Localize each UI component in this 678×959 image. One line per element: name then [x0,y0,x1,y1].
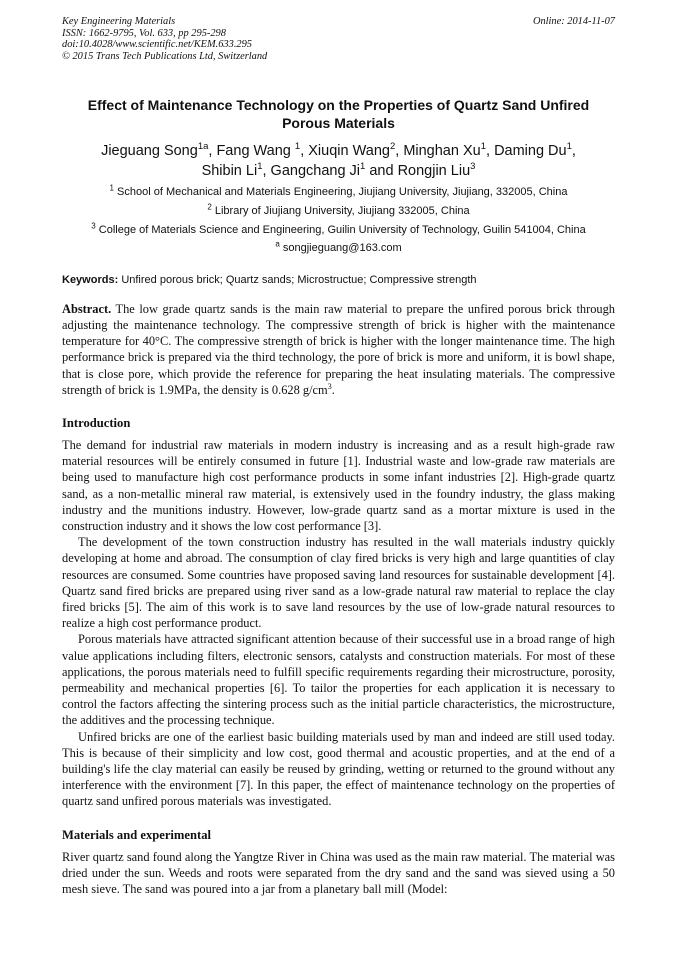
paragraph: River quartz sand found along the Yangtze River in China was used as the main raw material. The material was dried under the sun. Weeds and roots were separated from the dry sand and the sand was sieved using a 50 mesh sieve. The sand was poured into a jar from a planetary ball mill (Model: [62,849,615,897]
doi-line: doi:10.4028/www.scientific.net/KEM.633.295 [62,39,252,51]
affiliation-2: $^2$ Library of Jiujiang University, Jiujiang 332005, China [207,202,470,217]
author-separator: and [365,162,398,179]
paragraph: The development of the town construction industry has resulted in the wall materials industry quickly developing at home and abroad. The consumption of clay fired bricks is very high and large quantities of clay resources are consumed. Some countries have proposed saving land resources for sustainable development [4]. Quartz sand fired bricks are prepared using river sand as a low-grade natural raw material to replace the clay fired bricks [5]. The aim of this work is to save land resources by the use of low-grade natural resources to realize a high cost performance product. [62,535,615,631]
author-affiliation-sup: 2 [389,141,396,153]
affiliation-3: $^3$ College of Materials Science and Engineering, Guilin University of Technology, Guilin 541004, China [91,220,586,236]
author-list [62,142,615,181]
issn-line: ISSN: 1662-9795, Vol. 633, pp 295-298 [62,27,226,39]
author-name: Rongjin Liu [397,162,471,179]
author-name: Fang Wang [216,143,295,160]
author-separator: , [486,143,495,160]
author-separator: , [300,143,309,160]
abstract: Abstract. The low grade quartz sands is the main raw material to prepare the unfired porous brick through adjusting the maintenance technology. The compressive strength of brick is higher with the maintenance temperature for 40°C. The compressive strength of brick is higher with the longer maintenance time. The high performance brick is prepared via the third technology, the pore of brick is more and uniform, it is bowl shape, that is close pore, which provide the reference for preparing the heat insulating materials. The compressive strength of brick is 1.9MPa, the density is 0.628 $g/cm^3$. [62,301,615,397]
author-affiliation-sup: 1a [197,141,209,153]
author-affiliation-sup: 1 [360,161,366,173]
keywords [62,273,615,288]
keywords-text: Unfired porous brick; Quartz sands; Microstructue; Compressive strength [121,273,477,286]
author-name: Xiuqin Wang [308,143,390,160]
materials-body [62,849,615,898]
paper-page [62,16,615,897]
author-separator: , [571,143,576,160]
author-separator: , [208,143,217,160]
author-affiliation-sup: 1 [480,141,486,153]
abstract-text: The low grade quartz sands is the main raw material to prepare the unfired porous brick through adjusting the maintenance technology. The compressive strength of brick is higher with the maintenance temperature for 40°C. The compressive strength of brick is higher with the longer maintenance time. The high performance brick is prepared via the third technology, the pore of brick is more and uniform, it is bowl shape, that is close pore, which provide the reference for preparing the heat insulating materials. The compressive strength of brick is 1.9MPa, the density is 0.628 g/cm [62,301,615,397]
author-affiliation-sup: 1 [566,141,572,153]
paragraph: Porous materials have attracted significant attention because of their successful use in a broad range of high value applications including filters, electronic sensors, catalysts and construction materials. For most of these applications, the porous materials need to fulfill specific requirements regarding their microstructure, porosity, permeability and mechanical properties [6]. To tailor the properties for each application it is necessary to control the factors affecting the sintering process such as the initial particle characteristics, the microstructure, the additives and the processing technique. [62,632,615,728]
section-heading-materials: Materials and experimental [62,827,211,842]
corresponding-email: $^a$ songjieguang@163.com [275,239,402,255]
copyright-line: © 2015 Trans Tech Publications Ltd, Switzerland [62,50,268,62]
author-separator: , [395,143,404,160]
author-name: Daming Du [494,143,567,160]
keywords-label: Keywords: [62,273,119,286]
paragraph: The demand for industrial raw materials in modern industry is increasing and as a result high-grade raw material resources will be entirely consumed in future [1]. Industrial waste and low-grade raw materials are being used to manufacture high cost performance products in some infant industries [2]. High-grade quartz sand, as a non-metallic mineral raw material, is extensively used in the foundry industry, the glass making industry and the munitions industry. However, low-grade quartz sand as a mortar mixture is used in the construction industry and it shows the low cost performance [3]. [62,437,615,533]
abstract-unit-sup: 3 [327,381,332,391]
paper-title: Effect of Maintenance Technology on the Properties of Quartz Sand Unfired Porous Materials [87,97,590,132]
affiliations [62,185,615,256]
author-separator: , [262,162,271,179]
section-heading-introduction: Introduction [62,415,131,430]
author-name: Gangchang Ji [270,162,361,179]
introduction-body [62,437,615,810]
abstract-label: Abstract. [62,301,112,316]
journal-header [62,16,615,62]
affiliation-1: $^1$ School of Mechanical and Materials Engineering, Jiujiang University, Jiujiang, 332005, China [109,183,568,199]
author-name: Jieguang Song [101,143,198,160]
online-date: Online: 2014-11-07 [532,16,615,27]
author-affiliation-sup: 1 [257,161,263,173]
author-name: Minghan Xu [403,143,481,160]
journal-name: Key Engineering Materials [62,16,176,27]
author-affiliation-sup: 1 [294,141,301,153]
author-name: Shibin Li [201,162,258,179]
paragraph: Unfired bricks are one of the earliest basic building materials used by man and indeed are still used today. This is because of their simplicity and low cost, good thermal and acoustic properties, and at the end of a building's life the clay material can easily be reused by grinding, wetting or returned to the ground without any interference with the environment [7]. In this paper, the effect of maintenance technology on the properties of quartz sand unfired porous materials was investigated. [62,729,615,809]
author-affiliation-sup: 3 [470,161,476,173]
